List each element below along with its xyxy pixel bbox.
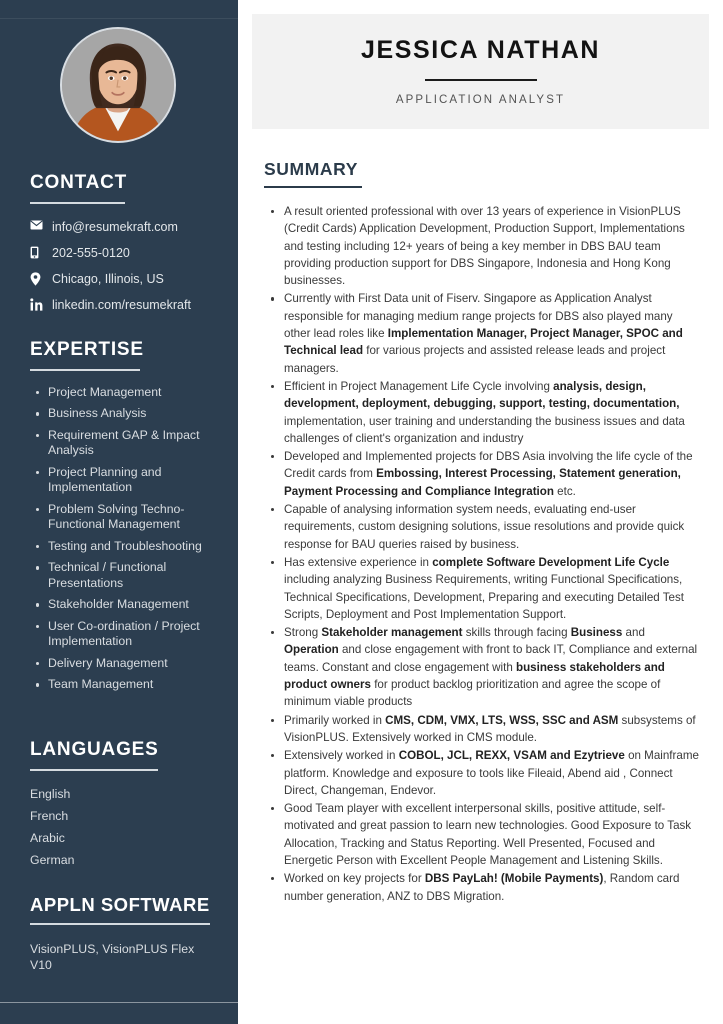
summary-bullet [264,554,701,623]
list-item: User Co-ordination / Project Implementation [30,619,216,650]
contact-email-value: info@resumekraft.com [52,219,178,234]
summary-bullet [264,448,701,500]
contact-linkedin-value: linkedin.com/resumekraft [52,297,191,312]
summary-heading: SUMMARY [264,159,358,179]
mobile-phone-icon [30,246,47,259]
expertise-list [30,385,216,693]
list-item: Delivery Management [30,656,216,672]
contact-item-email[interactable] [30,220,216,235]
summary-text-run: Has extensive experience in [284,555,433,569]
summary-bold-run: Embossing, Interest Processing, Statement generation, Payment Processing and Compliance Integration [284,467,681,498]
summary-list [264,203,701,906]
summary-text-run: Developed and Implemented projects for DBS Asia involving the life cycle of the Credit cards from [284,450,693,481]
envelope-icon [30,220,47,230]
list-item: Arabic [30,830,65,845]
software-heading-rule [30,923,210,925]
page-title: JESSICA NATHAN [360,36,601,64]
list-item: Requirement GAP & Impact Analysis [30,428,216,459]
summary-text-run: for product backlog prioritization and agree the scope of minimum viable products [284,678,661,709]
summary-bullet [264,624,701,710]
summary-bullet [264,747,701,799]
summary-heading-rule [264,186,362,188]
languages-heading-rule [30,769,158,771]
summary-bold-run: complete Software Development Life Cycle [432,555,670,569]
summary-text-run: Good Team player with excellent interpersonal skills, positive attitude, self-motivated and great passion to learn new technologies. Good Exposure to Task Allocation, Tracking and Status Reporting. Well Presented, Focused and Energetic Person with Excellent People Management and Listening Skills. [284,802,692,867]
list-item: Business Analysis [30,406,216,422]
contact-location-value: Chicago, Illinois, US [52,271,164,286]
summary-text-run: implementation, user training and understanding the business issues and data challenges of client's organization and industry [284,414,685,445]
software-section [30,895,216,973]
list-item: Stakeholder Management [30,597,216,613]
summary-text-run: skills through facing [462,626,571,640]
name-divider [425,79,537,82]
contact-item-linkedin[interactable] [30,298,216,313]
summary-bold-run: Operation [284,643,339,657]
summary-text-run: Extensively worked in [284,749,399,763]
summary-bullet [264,501,701,553]
languages-section [30,740,216,875]
summary-text-run: on Mainframe platform. Knowledge and exposure to tools like Fileaid, Abend aid , Connect Direct, Changeman, Endevor. [284,749,699,797]
software-text: VisionPLUS, VisionPLUS Flex V10 [30,942,195,973]
summary-text-run: for various projects and assisted release leads and project managers. [284,344,666,375]
list-item: French [30,808,69,823]
contact-item-phone[interactable] [30,246,216,261]
location-pin-icon [30,272,47,286]
sidebar-bottom-divider [0,1002,238,1003]
summary-bullet [264,712,701,747]
summary-bold-run: business stakeholders and product owners [284,660,665,692]
summary-text-run: etc. [553,484,576,498]
languages-list [30,787,216,868]
summary-bullet [264,290,701,376]
list-item: Project Management [30,385,216,401]
summary-bold-run: Implementation Manager, Project Manager, SPOC and Technical lead [284,327,683,358]
summary-text-run: A result oriented professional with over 13 years of experience in VisionPLUS (Credit Cards) Application Development, Production Support, Implementations and testing including 12+ years of being a key member in DBS BAU team providing production support for DBS Singapore, Indonesia and Hong Kong businesses. [284,205,685,288]
summary-bullet [264,378,701,447]
summary-bold-run: CMS, CDM, VMX, LTS, WSS, SSC and ASM [385,713,619,727]
software-heading: APPLN SOFTWARE [30,894,210,915]
sidebar [0,0,238,1024]
list-item: German [30,852,75,867]
list-item: Technical / Functional Presentations [30,560,216,591]
contact-item-location[interactable] [30,272,216,287]
summary-bold-run: Stakeholder management [321,626,463,640]
summary-bold-run: analysis, design, development, deployment, debugging, support, testing, documentation, [284,379,680,411]
summary-text-run: , Random card number generation, ANZ to DBS Migration. [284,872,680,903]
expertise-heading-rule [30,369,140,371]
summary-bullet [264,870,701,905]
summary-bullet [264,800,701,869]
summary-text-run: Currently with First Data unit of Fiserv. Singapore as Application Analyst responsible for managing medium range projects for DBS also played many other lead roles like [284,292,673,341]
avatar [60,27,176,143]
list-item: Problem Solving Techno-Functional Management [30,502,216,533]
sidebar-top-divider [0,18,238,19]
linkedin-icon [30,298,47,311]
list-item: Project Planning and Implementation [30,465,216,496]
summary-bullet [264,203,701,289]
expertise-heading: EXPERTISE [30,339,144,360]
contact-heading-rule [30,202,125,204]
summary-text-run: Primarily worked in [284,713,386,727]
languages-heading: LANGUAGES [30,739,159,760]
summary-text-run: Efficient in Project Management Life Cycle involving [284,379,554,393]
name-header-box [252,14,709,129]
summary-text-run: and [622,626,645,640]
summary-heading-wrap [264,160,362,188]
list-item: Testing and Troubleshooting [30,539,216,555]
summary-text-run: Strong [284,626,322,640]
expertise-section [30,340,216,699]
contact-heading: CONTACT [30,172,128,193]
summary-text-run: Capable of analysing information system needs, evaluating end-user requirements, custom designing solutions, issue resolutions and provide quick response for BAU queries raised by business. [284,503,685,551]
summary-text-run: Worked on key projects for [284,872,425,886]
summary-bold-run: Business [570,626,623,640]
contact-phone-value: 202-555-0120 [52,245,130,260]
contact-list [30,220,216,313]
contact-section [30,173,216,324]
profile-photo-illustration [62,29,174,141]
list-item: English [30,786,71,801]
list-item: Team Management [30,677,216,693]
summary-text-run: and close engagement with front to back IT, Compliance and external teams. Constant and close engagement with [284,643,698,674]
summary-text-run: subsystems of VisionPLUS. Extensively worked in CMS module. [284,713,696,744]
main-content [238,0,723,1024]
summary-text-run: including analyzing Business Requirements, writing Functional Specifications, Technical Specifications, Development, Preparing and executing Detailed Test Scripts, Deployment and Post Implementation Support. [284,573,684,621]
summary-bold-run: COBOL, JCL, REXX, VSAM and Ezytrieve [398,749,625,763]
job-title: APPLICATION ANALYST [395,94,566,106]
summary-bold-run: DBS PayLah! (Mobile Payments) [424,872,604,886]
